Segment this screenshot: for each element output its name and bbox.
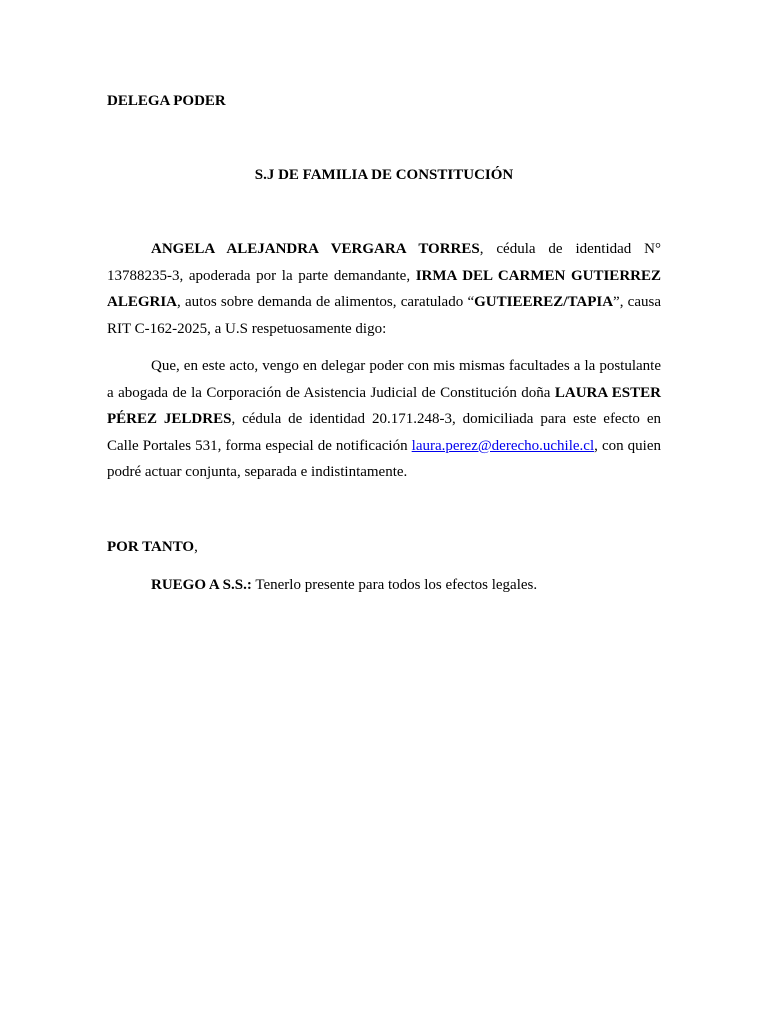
attorney-name: ANGELA ALEJANDRA VERGARA TORRES	[151, 241, 480, 257]
delegate-name: LAURA ESTER PÉREZ JELDRES	[107, 384, 661, 428]
intro-text-2: , autos sobre demanda de alimentos, caratulado “	[177, 294, 475, 311]
notification-email-link[interactable]: laura.perez@derecho.uchile.cl	[411, 437, 595, 454]
petition-label: RUEGO A S.S.:	[151, 577, 252, 593]
intro-text-1: , cédula de identidad N° 13788235-3, apoderada por la parte demandante,	[107, 241, 662, 284]
por-tanto-label: POR TANTO	[107, 539, 195, 555]
delegation-text-2: , cédula de identidad 20.171.248-3, domiciliada para este efecto en Calle Portales 531, forma especial de notificación	[107, 411, 661, 454]
party-name: IRMA DEL CARMEN GUTIERREZ ALEGRIA	[107, 267, 661, 311]
delegation-paragraph	[107, 353, 661, 486]
por-tanto-comma: ,	[194, 539, 198, 555]
por-tanto-line	[107, 537, 198, 557]
intro-paragraph	[107, 236, 661, 342]
delegation-text-1: Que, en este acto, vengo en delegar poder con mis mismas facultades a la postulante a abogada de la Corporación de Asistencia Judicial de Constitución doña	[107, 358, 661, 401]
delegation-text-3: , con quien podré actuar conjunta, separada e indistintamente.	[107, 437, 662, 481]
document-page	[107, 0, 661, 1024]
court-heading: S.J DE FAMILIA DE CONSTITUCIÓN	[254, 167, 514, 183]
case-caption: GUTIEEREZ/TAPIA	[474, 294, 614, 311]
intro-text-3: ”, causa RIT C-162-2025, a U.S respetuosamente digo:	[107, 294, 661, 337]
petition-text: Tenerlo presente para todos los efectos legales.	[251, 577, 538, 593]
petition-line	[151, 575, 537, 595]
document-summary-heading: DELEGA PODER	[107, 93, 226, 109]
